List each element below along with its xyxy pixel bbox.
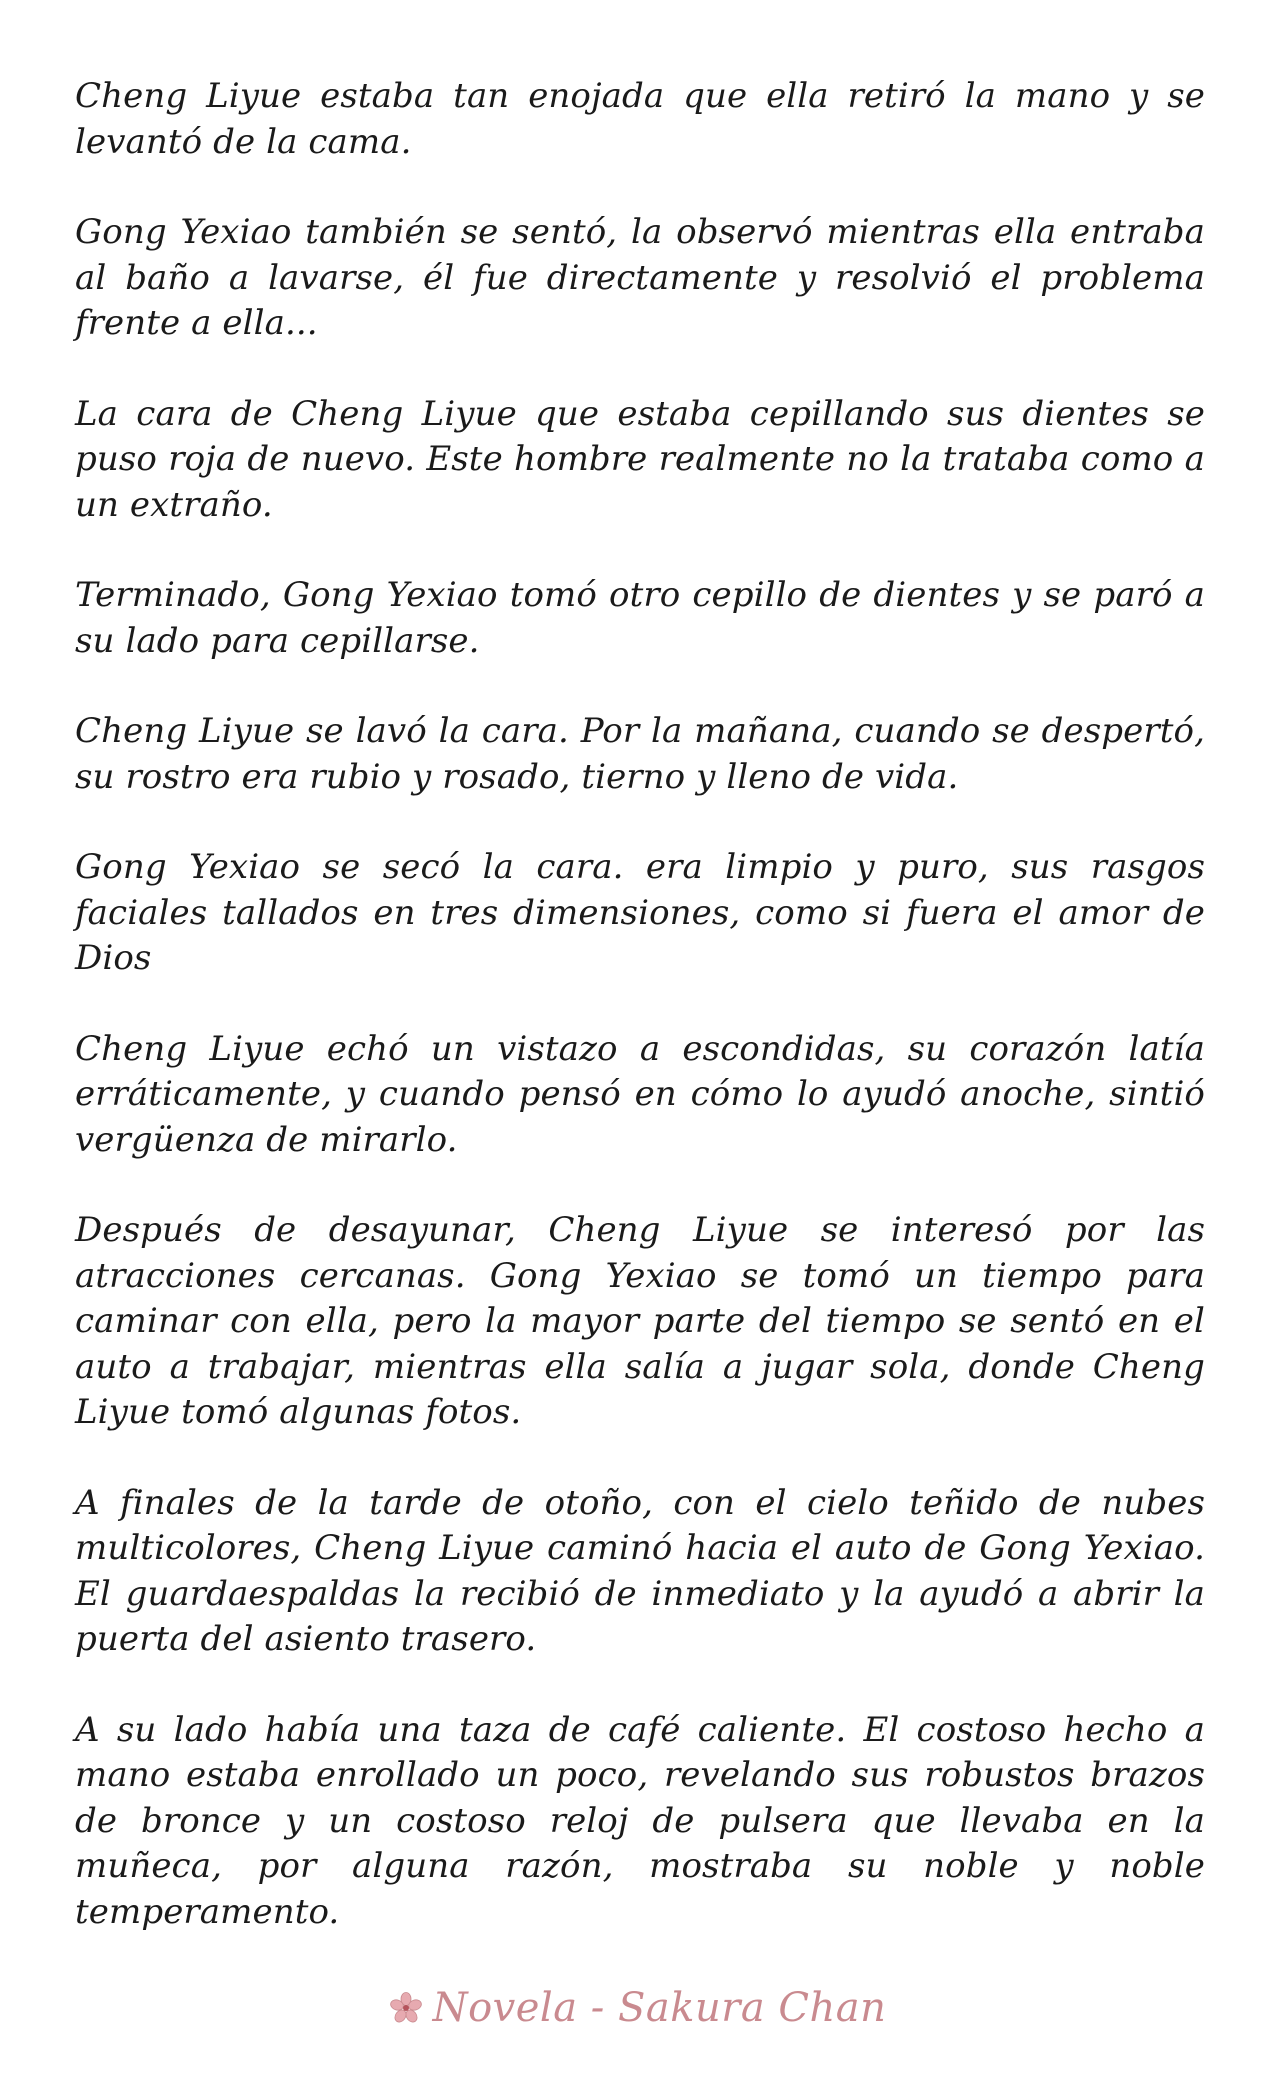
paragraph: A su lado había una taza de café caliente. El costoso hecho a mano estaba enrollado un poco, revelando sus robustos brazos de bronce y un costoso reloj de pulsera que llevaba en la muñeca, por alguna razón, mostraba su noble y noble temperamento. bbox=[75, 1709, 1205, 1932]
paragraph: Cheng Liyue echó un vistazo a escondidas, su corazón latía erráticamente, y cuando pensó en cómo lo ayudó anoche, sintió vergüenza de mirarlo. bbox=[75, 1028, 1205, 1160]
watermark bbox=[389, 1985, 887, 2031]
paragraph: Gong Yexiao también se sentó, la observó mientras ella entraba al baño a lavarse, él fue directamente y resolvió el problema frente a ella... bbox=[75, 212, 1205, 343]
paragraph: Después de desayunar, Cheng Liyue se interesó por las atracciones cercanas. Gong Yexiao se tomó un tiempo para caminar con ella, pero la mayor parte del tiempo se sentó en el auto a trabajar, mientras ella salía a jugar sola, donde Cheng Liyue tomó algunas fotos. bbox=[75, 1210, 1205, 1432]
watermark-text: Novela - Sakura Chan bbox=[432, 1985, 887, 2031]
paragraph: Cheng Liyue se lavó la cara. Por la mañana, cuando se despertó, su rostro era rubio y rosado, tierno y lleno de vida. bbox=[75, 711, 1205, 797]
paragraph: La cara de Cheng Liyue que estaba cepillando sus dientes se puso roja de nuevo. Este hombre realmente no la trataba como a un extraño. bbox=[75, 393, 1205, 525]
paragraph: Terminado, Gong Yexiao tomó otro cepillo de dientes y se paró a su lado para cepillarse. bbox=[75, 575, 1205, 661]
sakura-flower-icon bbox=[389, 1991, 423, 2025]
paragraph: Gong Yexiao se secó la cara. era limpio y puro, sus rasgos faciales tallados en tres dimensiones, como si fuera el amor de Dios bbox=[75, 847, 1205, 978]
text-body bbox=[75, 74, 1205, 1935]
paragraph: A finales de la tarde de otoño, con el cielo teñido de nubes multicolores, Cheng Liyue caminó hacia el auto de Gong Yexiao. El guardaespaldas la recibió de inmediato y la ayudó a abrir la puerta del asiento trasero. bbox=[75, 1482, 1205, 1659]
paragraph: Cheng Liyue estaba tan enojada que ella retiró la mano y se levantó de la cama. bbox=[75, 76, 1205, 162]
watermark-footer bbox=[0, 1985, 1275, 2045]
